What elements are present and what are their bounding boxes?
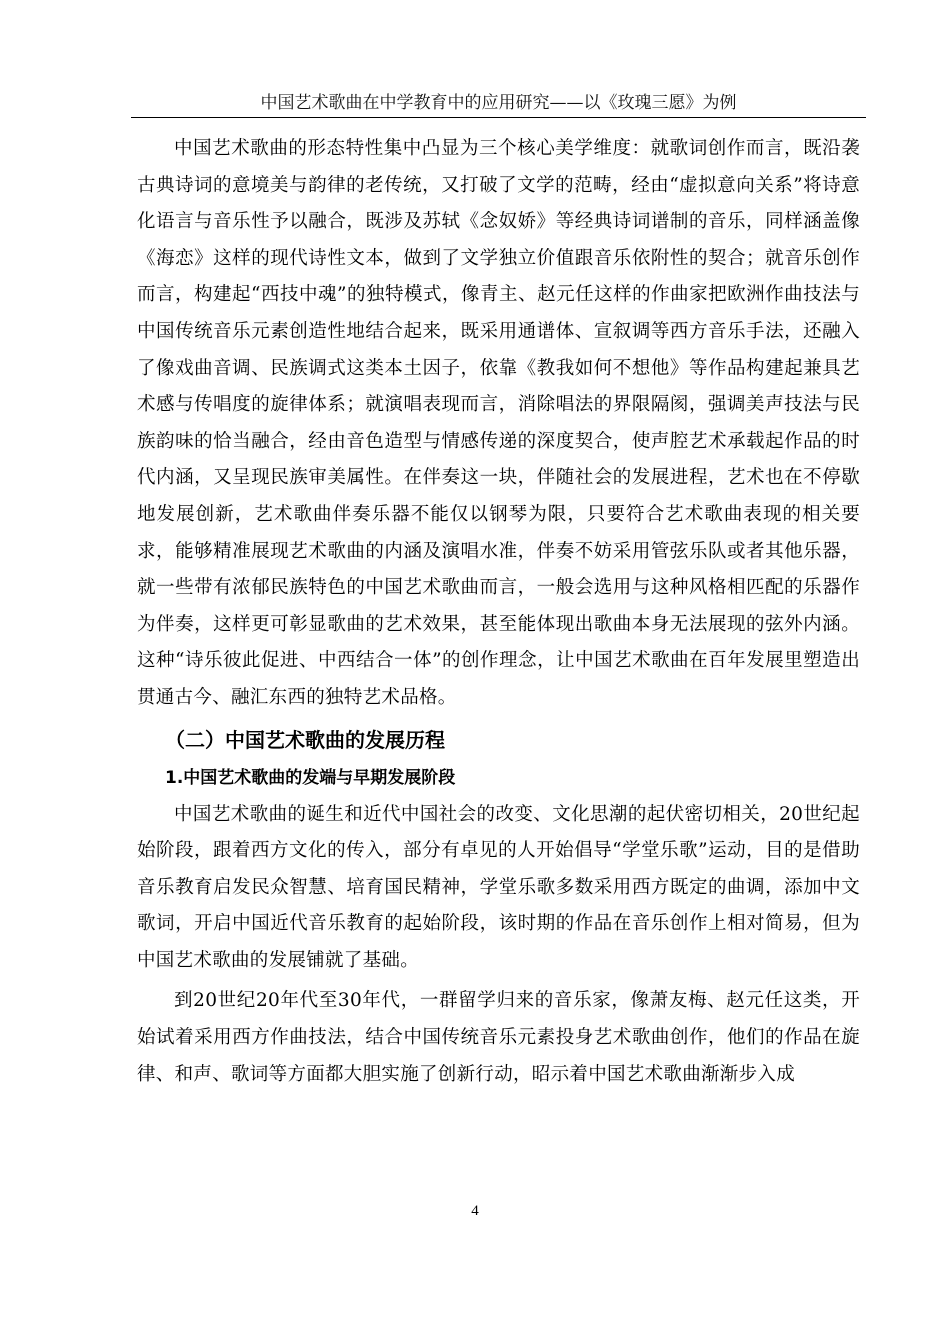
running-header: 中国艺术歌曲在中学教育中的应用研究——以《玫瑰三愿》为例 xyxy=(260,93,737,113)
body-paragraph: 中国艺术歌曲的形态特性集中凸显为三个核心美学维度：就歌词创作而言，既沿袭古典诗词的意境美与韵律的老传统，又打破了文学的范畴，经由“虚拟意向关系”将诗意化语言与音乐性予以融合，既涉及苏轼《念奴娇》等经典诗词谱制的音乐，同样涵盖像《海恋》这样的现代诗性文本，做到了文学独立价值跟音乐依附性的契合；就音乐创作而言，构建起“西技中魂”的独特模式，像青主、赵元任这样的作曲家把欧洲作曲技法与中国传统音乐元素创造性地结合起来，既采用通谱体、宣叙调等西方音乐手法，还融入了像戏曲音调、民族调式这类本土因子，依靠《教我如何不想他》等作品构建起兼具艺术感与传唱度的旋律体系；就演唱表现而言，消除唱法的界限隔阂，强调美声技法与民族韵味的恰当融合，经由音色造型与情感传递的深度契合，使声腔艺术承载起作品的时代内涵，又呈现民族审美属性。在伴奏这一块，伴随社会的发展进程，艺术也在不停歇地发展创新，艺术歌曲伴奏乐器不能仅以钢琴为限，只要符合艺术歌曲表现的相关要求，能够精准展现艺术歌曲的内涵及演唱水准，伴奏不妨采用管弦乐队或者其他乐器，就一些带有浓郁民族特色的中国艺术歌曲而言，一般会选用与这种风格相匹配的乐器作为伴奏，这样更可彰显歌曲的艺术效果，甚至能体现出歌曲本身无法展现的弦外内涵。这种“诗乐彼此促进、中西结合一体”的创作理念，让中国艺术歌曲在百年发展里塑造出贯通古今、融汇东西的独特艺术品格。 xyxy=(137,138,860,708)
page-number: 4 xyxy=(471,1203,479,1219)
section-heading: （二）中国艺术歌曲的发展历程 xyxy=(165,727,445,752)
body-paragraph: 中国艺术歌曲的诞生和近代中国社会的改变、文化思潮的起伏密切相关，20世纪起始阶段，跟着西方文化的传入，部分有卓见的人开始倡导“学堂乐歌”运动，目的是借助音乐教育启发民众智慧、培育国民精神，学堂乐歌多数采用西方既定的曲调，添加中文歌词，开启中国近代音乐教育的起始阶段，该时期的作品在音乐创作上相对简易，但为中国艺术歌曲的发展铺就了基础。 xyxy=(137,803,860,971)
header-rule xyxy=(131,117,866,118)
subsection-heading: 1.中国艺术歌曲的发端与早期发展阶段 xyxy=(165,767,456,788)
page-body xyxy=(137,131,860,1093)
body-paragraph: 到20世纪20年代至30年代，一群留学归来的音乐家，像萧友梅、赵元任这类，开始试着采用西方作曲技法，结合中国传统音乐元素投身艺术歌曲创作，他们的作品在旋律、和声、歌词等方面都大胆实施了创新行动，昭示着中国艺术歌曲渐渐步入成 xyxy=(137,990,860,1085)
